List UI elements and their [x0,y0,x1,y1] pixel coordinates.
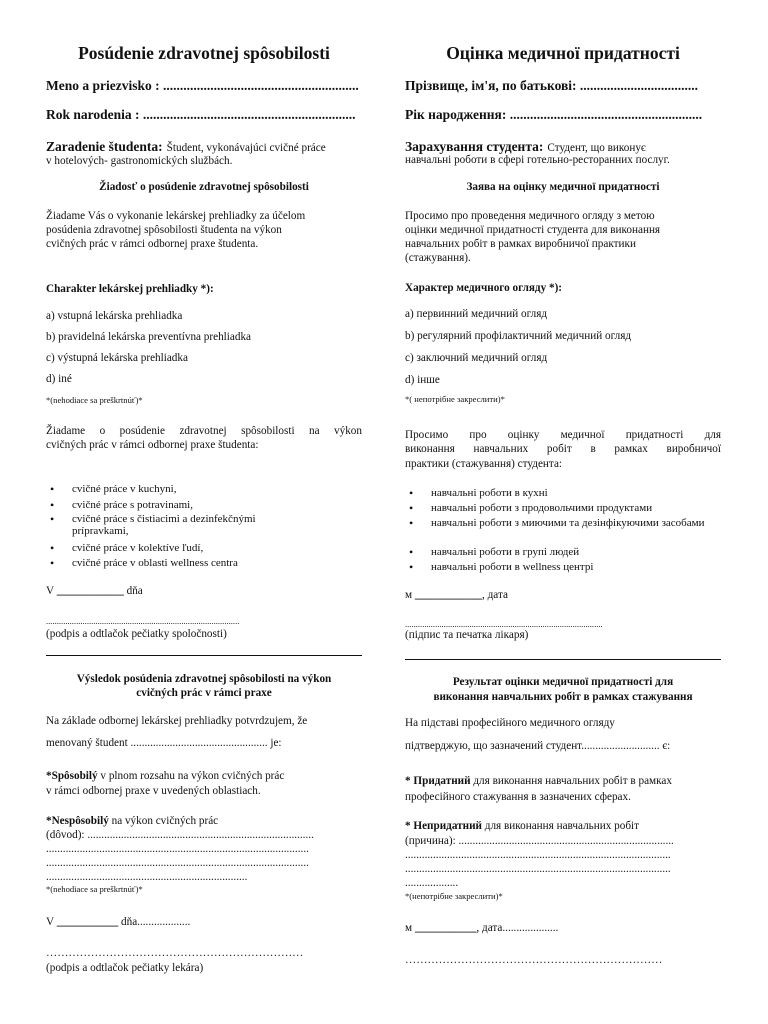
exam-option-d[interactable]: d) iné [46,373,72,385]
result-title-line: cvičných prác v rámci praxe [136,687,272,699]
request-paragraph-line: оцінки медичної придатності студента для виконання [405,224,661,236]
list-item: • навчальні роботи в wellness центрі [431,562,721,574]
place-field[interactable]: ___________ [56,916,119,928]
fit-text-2: v rámci odbornej praxe v uvedených oblastiach. [46,785,261,797]
fit-text: v plnom rozsahu na výkon cvičných prác [100,770,285,782]
slovak-form-column [46,0,362,1024]
reason-field[interactable]: (dôvod): ................................................................................. [46,829,314,841]
fit-statement [405,776,721,788]
request-title: Заява на оцінку медичної придатності [466,181,660,193]
signature-dots[interactable]: ............................................................................................ [405,619,603,629]
ukrainian-form-column [405,0,721,1024]
reason-field[interactable]: (причина): ............................................................................. [405,835,674,847]
exam-option-c[interactable]: c) заключний медичний огляд [405,352,548,364]
exam-option-b[interactable]: b) pravidelná lekárska preventívna prehliadka [46,331,252,343]
unfit-text: для виконання навчальних робіт [484,820,640,832]
fitness-request-line: Žiadame o posúdenie zdravotnej spôsobilosti na výkon [46,425,362,437]
result-title-line: Výsledok posúdenia zdravotnej spôsobilosti na výkon [76,673,332,685]
place-prefix: V [46,916,54,928]
unfit-label[interactable]: *Nespôsobilý [46,815,109,827]
request-paragraph-line: Просимо про проведення медичного огляду з метою [405,210,655,222]
result-title-line: виконання навчальних робіт в рамках стажування [433,691,693,703]
student-assignment [46,139,362,156]
form-title: Posúdenie zdravotnej spôsobilosti [78,43,330,63]
exam-option-a[interactable]: а) первинний медичний огляд [405,308,548,320]
list-item: • навчальні роботи з продовольчими продуктами [431,503,721,515]
name-field[interactable]: Meno a priezvisko : .......................................................... [46,78,359,93]
fit-text-2: професійного стажування в зазначених сферах. [405,791,631,803]
unfit-statement [405,821,721,833]
place-prefix: м [405,922,413,934]
place-field[interactable]: ___________ [414,922,477,934]
result-paragraph-line: Na základe odbornej lekárskej prehliadky potvrdzujem, že [46,715,308,727]
exam-option-c[interactable]: c) výstupná lekárska prehliadka [46,352,188,364]
list-item: • cvičné práce v oblasti wellness centra [72,558,362,570]
footnote: *(непотрібне закреслити)* [405,891,503,901]
footnote: *(nehodiace sa preškrtnúť)* [46,884,143,894]
signature-dots[interactable]: .......................................................................................... [46,616,240,626]
birth-year-field[interactable]: Rok narodenia : ............................................................... [46,107,356,122]
list-item: • cvičné práce v kuchyni, [72,484,362,496]
exam-type-title: Charakter lekárskej prehliadky *): [46,283,214,295]
assignment-label: Зарахування студента: [405,139,544,154]
fit-label[interactable]: * Придатний [405,775,471,787]
doctor-signature-label: (podpis a odtlačok pečiatky lekára) [46,962,204,974]
exam-option-a[interactable]: a) vstupná lekárska prehliadka [46,310,183,322]
list-item: • навчальні роботи в групі людей [431,547,721,559]
list-item: • cvičné práce s potravinami, [72,500,362,512]
assignment-text-2: навчальні роботи в сфері готельно-ресторанних послуг. [405,154,670,166]
list-item: • навчальні роботи в кухні [431,488,721,500]
fit-statement [46,771,362,783]
fit-label[interactable]: *Spôsobilý [46,770,98,782]
section-divider [46,655,362,656]
fitness-request-line: практики (стажування) студента: [405,458,563,470]
student-name-field[interactable]: підтверджую, що зазначений студент............................ є: [405,740,671,752]
reason-line[interactable]: ............................................................................................... [405,863,671,875]
date-label: , дата [482,589,508,601]
footnote: *(nehodiace sa preškrtnúť)* [46,395,143,405]
place-field[interactable]: ____________ [414,589,483,601]
student-name-field[interactable]: menovaný študent ................................................. je: [46,737,282,749]
section-divider [405,659,721,660]
fitness-request-line: cvičných prác v rámci odbornej praxe študenta: [46,439,259,451]
place-prefix: м [405,589,413,601]
place-field[interactable]: ____________ [56,585,124,597]
date-field[interactable]: dňa................... [121,916,191,928]
reason-line[interactable]: ................... [405,877,459,889]
place-prefix: V [46,585,54,597]
exam-option-b[interactable]: b) регулярний профілактичний медичний огляд [405,330,632,342]
place-date-line [46,917,190,929]
reason-line[interactable]: .............................................................................................. [46,843,309,855]
result-title-line: Результат оцінки медичної придатності для [452,676,674,688]
list-item: • навчальні роботи з миючими та дезінфікуючими засобами [431,518,721,530]
unfit-text: na výkon cvičných prác [111,815,219,827]
request-paragraph-line: (стажування). [405,252,471,264]
result-paragraph-line: На підставі професійного медичного огляду [405,717,615,729]
reason-line[interactable]: .............................................................................................. [46,857,309,869]
place-date-line [405,590,508,602]
company-signature-label: (podpis a odtlačok pečiatky spoločnosti) [46,628,227,640]
list-item: • cvičné práce s čistiacimi a dezinfekčnými prípravkami, [72,514,312,537]
exam-type-title: Характер медичного огляду *): [405,282,563,294]
form-title: Оцінка медичної придатності [446,43,680,63]
signature-dots[interactable]: …………………………………………………………… [46,947,304,959]
exam-option-d[interactable]: d) інше [405,374,440,386]
reason-line[interactable]: ........................................................................ [46,871,248,883]
unfit-statement [46,816,362,828]
assignment-label: Zaradenie študenta: [46,139,163,154]
fit-text: для виконання навчальних робіт в рамках [473,775,672,787]
reason-line[interactable]: ............................................................................................... [405,849,671,861]
place-date-line [46,586,143,598]
request-paragraph-line: posúdenia zdravotnej spôsobilosti študenta na výkon [46,224,282,236]
place-date-line [405,923,558,935]
footnote: *( непотрібне закреслити)* [405,394,505,404]
request-paragraph-line: cvičných prác v rámci odbornej praxe študenta. [46,238,259,250]
signature-dots[interactable]: …………………………………………………………… [405,954,663,966]
request-title: Žiadosť o posúdenie zdravotnej spôsobilosti [99,181,309,193]
request-paragraph-line: Žiadame Vás o vykonanie lekárskej prehliadky za účelom [46,210,306,222]
name-field[interactable]: Прізвище, ім'я, по батькові: ................................... [405,78,699,93]
request-paragraph-line: навчальних робіт в рамках виробничої практики [405,238,636,250]
doctor-signature-label: (підпис та печатка лікаря) [405,629,529,641]
fitness-request-line: виконання навчальних робіт в рамках виробничої [405,443,721,455]
fitness-request-line: Просимо про оцінку медичної придатності для [405,429,721,441]
date-field[interactable]: , дата.................... [476,922,559,934]
birth-year-field[interactable]: Рік народження: ......................................................... [405,107,703,122]
assignment-text-2: v hotelových- gastronomických službách. [46,155,233,167]
unfit-label[interactable]: * Непридатний [405,820,482,832]
assignment-text-1: Студент, що виконує [547,142,646,154]
date-label: dňa [126,585,143,597]
assignment-text-1: Študent, vykonávajúci cvičné práce [166,142,326,154]
list-item: • cvičné práce v kolektíve ľudí, [72,543,362,555]
